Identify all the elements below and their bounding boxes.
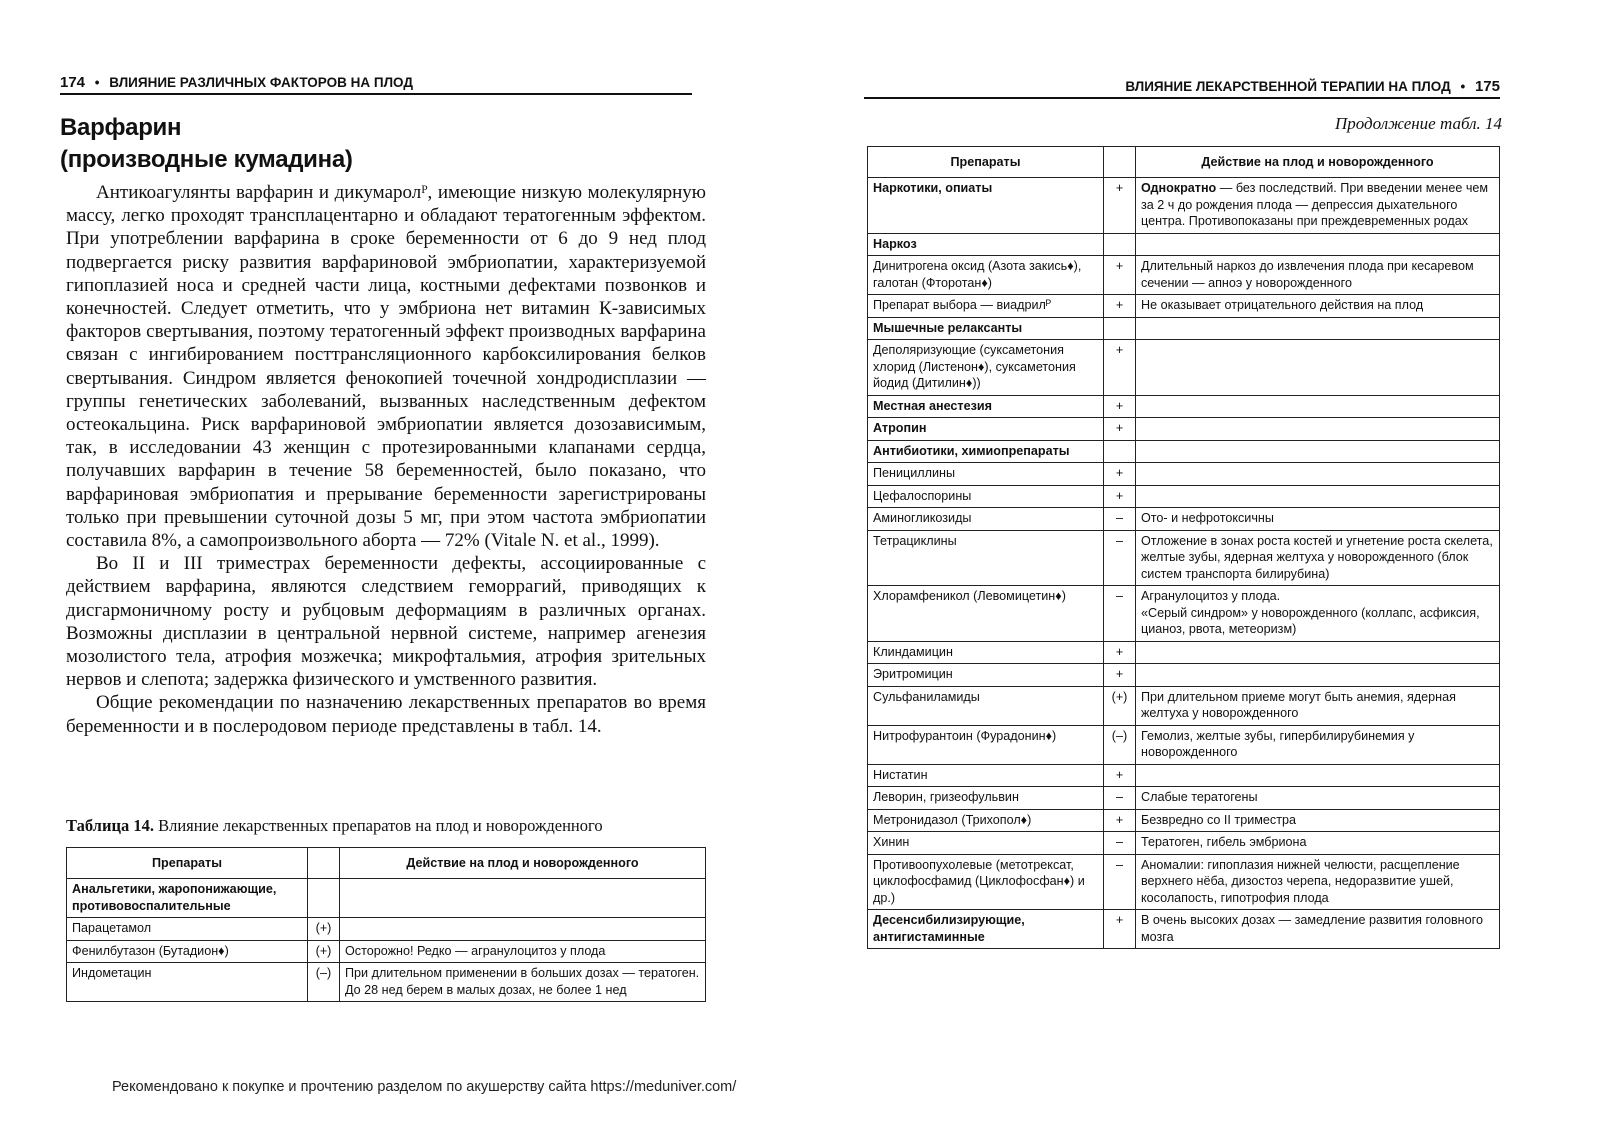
table-row: [868, 910, 1500, 949]
drug-cell: Анальгетики, жаропонижающие, противовоспалительные: [67, 879, 308, 918]
drug-cell: Наркоз: [868, 233, 1104, 256]
drug-cell: Индометацин: [67, 963, 308, 1002]
table-row: [868, 463, 1500, 486]
table-row: [868, 256, 1500, 295]
table-row: [868, 317, 1500, 340]
drug-cell: Сульфаниламиды: [868, 686, 1104, 725]
table-row: [868, 641, 1500, 664]
sign-cell: –: [1104, 787, 1136, 810]
table-row: [868, 809, 1500, 832]
table-caption-text: Влияние лекарственных препаратов на плод и новорожденного: [153, 816, 603, 835]
table-row: [868, 233, 1500, 256]
sign-cell: +: [1104, 178, 1136, 234]
running-head-right: [1125, 78, 1500, 95]
sign-cell: +: [1104, 340, 1136, 396]
sign-cell: (+): [308, 918, 340, 941]
effect-cell: [340, 918, 706, 941]
header-drugs: Препараты: [868, 147, 1104, 178]
header-drugs: Препараты: [67, 848, 308, 879]
body-text: [66, 181, 706, 738]
header-rule-left: [60, 93, 692, 95]
table-row: [67, 918, 706, 941]
effect-cell: [1136, 395, 1500, 418]
drug-cell: Пенициллины: [868, 463, 1104, 486]
table-body-right: [868, 178, 1500, 949]
effect-cell: Тератоген, гибель эмбриона: [1136, 832, 1500, 855]
drug-cell: Атропин: [868, 418, 1104, 441]
continuation-label: Продолжение табл. 14: [1334, 114, 1502, 133]
effect-cell: [1136, 664, 1500, 687]
sign-cell: +: [1104, 641, 1136, 664]
sign-cell: –: [1104, 854, 1136, 910]
table-row: [868, 485, 1500, 508]
sign-cell: +: [1104, 395, 1136, 418]
sign-cell: [308, 879, 340, 918]
header-sign: [308, 848, 340, 879]
bullet-right: •: [1460, 79, 1466, 94]
drug-cell: Цефалоспорины: [868, 485, 1104, 508]
drug-cell: Эритромицин: [868, 664, 1104, 687]
drug-cell: Противоопухолевые (метотрексат, циклофосфамид (Циклофосфан♦) и др.): [868, 854, 1104, 910]
paragraph: Во II и III триместрах беременности дефекты, ассоциированные с действием варфарина, являются следствием геморрагий, приводящих к дисгармоничному росту и рубцовым деформациям в различных органах. Возможны дисплазии в центральной нервной системе, например агенезия мозолистого тела, атрофия мозжечка; микрофтальмия, атрофия зрительных нервов и слепота; задержка физического и умственного развития.: [66, 553, 706, 691]
page-number-left: 174: [60, 74, 86, 91]
running-head-right-text: ВЛИЯНИЕ ЛЕКАРСТВЕННОЙ ТЕРАПИИ НА ПЛОД: [1125, 79, 1451, 94]
table-row: [868, 295, 1500, 318]
table-row: [868, 178, 1500, 234]
running-head-left: [60, 74, 413, 91]
drug-cell: Наркотики, опиаты: [868, 178, 1104, 234]
drug-cell: Хлорамфеникол (Левомицетин♦): [868, 586, 1104, 642]
effect-cell: При длительном приеме могут быть анемия, ядерная желтуха у новорожденного: [1136, 686, 1500, 725]
drug-cell: Динитрогена оксид (Азота закись♦), галотан (Фторотан♦): [868, 256, 1104, 295]
drug-cell: Тетрациклины: [868, 530, 1104, 586]
header-effect: Действие на плод и новорожденного: [1136, 147, 1500, 178]
effect-cell: Отложение в зонах роста костей и угнетение роста скелета, желтые зубы, ядерная желтуха у новорожденного (блок систем транспорта билирубина): [1136, 530, 1500, 586]
drug-cell: Аминогликозиды: [868, 508, 1104, 531]
sign-cell: –: [1104, 508, 1136, 531]
drug-cell: Препарат выбора — виадрилᴾ: [868, 295, 1104, 318]
drug-cell: Метронидазол (Трихопол♦): [868, 809, 1104, 832]
sign-cell: +: [1104, 485, 1136, 508]
sign-cell: +: [1104, 295, 1136, 318]
sign-cell: +: [1104, 809, 1136, 832]
effect-cell: Ото- и нефротоксичны: [1136, 508, 1500, 531]
table-row: [868, 530, 1500, 586]
effect-cell: Не оказывает отрицательного действия на плод: [1136, 295, 1500, 318]
table-row: [868, 787, 1500, 810]
table-row: [868, 508, 1500, 531]
table-body-left: [67, 879, 706, 1002]
page-number-right: 175: [1474, 78, 1500, 95]
table-row: [868, 764, 1500, 787]
table-row: [67, 940, 706, 963]
header-effect: Действие на плод и новорожденного: [340, 848, 706, 879]
effect-cell: [1136, 178, 1500, 234]
effect-cell: [1136, 764, 1500, 787]
table-row: [868, 832, 1500, 855]
effect-cell: [340, 879, 706, 918]
effect-cell: Аномалии: гипоплазия нижней челюсти, расщепление верхнего нёба, дизостоз черепа, недоразвитие ушей, косолапость, гипотрофия плода: [1136, 854, 1500, 910]
sign-cell: (–): [308, 963, 340, 1002]
effect-cell: [1136, 463, 1500, 486]
sign-cell: +: [1104, 463, 1136, 486]
sign-cell: +: [1104, 910, 1136, 949]
table-row: [868, 586, 1500, 642]
table-caption-label: Таблица 14.: [66, 816, 154, 835]
paragraph: Общие рекомендации по назначению лекарственных препаратов во время беременности и в послеродовом периоде представлены в табл. 14.: [66, 692, 706, 737]
effect-cell: При длительном применении в больших дозах — тератоген. До 28 нед берем в малых дозах, не более 1 нед: [340, 963, 706, 1002]
drug-cell: Фенилбутазон (Бутадион♦): [67, 940, 308, 963]
table-header-row: [67, 848, 706, 879]
effect-cell: [1136, 340, 1500, 396]
effect-cell: Агранулоцитоз у плода. «Серый синдром» у новорожденного (коллапс, асфиксия, цианоз, рвота, метеоризм): [1136, 586, 1500, 642]
drug-cell: Клиндамицин: [868, 641, 1104, 664]
running-head-left-text: ВЛИЯНИЕ РАЗЛИЧНЫХ ФАКТОРОВ НА ПЛОД: [109, 75, 413, 90]
header-rule-right: [864, 97, 1500, 99]
sign-cell: +: [1104, 664, 1136, 687]
sign-cell: (+): [308, 940, 340, 963]
paragraph: Антикоагулянты варфарин и дикумаролᴾ, имеющие низкую молекулярную массу, легко проходят трансплацентарно и обладают тератогенным эффектом. При употреблении варфарина в сроке беременности от 6 до 9 нед плод подвергается риску развития варфариновой эмбриопатии, характеризуемой гипоплазией носа и средней части лица, костными дефектами позвонков и конечностей. Следует отметить, что у эмбриона нет витамин К-зависимых факторов свертывания, поэтому тератогенный эффект производных варфарина связан с ингибированием посттрансляционного карбоксилирования белков свертывания. Синдром является фенокопией точечной хондродисплазии — группы генетических заболеваний, вызванных наследственным дефектом остеокальцина. Риск варфариновой эмбриопатии является дозозависимым, так, в исследовании 43 женщин с протезированными клапанами сердца, получавших варфарин в течение 58 беременностей, было показано, что варфариновая эмбриопатия и прерывание беременности зарегистрированы только при превышении суточной дозы 5 мг, при этом частота эмбриопатии составила 8%, а самопроизвольного аборта — 72% (Vitale N. et al., 1999).: [66, 182, 706, 552]
table-row: [67, 879, 706, 918]
drug-cell: Леворин, гризеофульвин: [868, 787, 1104, 810]
effect-cell: Длительный наркоз до извлечения плода при кесаревом сечении — апноэ у новорожденного: [1136, 256, 1500, 295]
effect-cell: Безвредно со II триместра: [1136, 809, 1500, 832]
table-row: [868, 418, 1500, 441]
effect-emphasis: Однократно: [1141, 181, 1217, 195]
table-row: [868, 340, 1500, 396]
footer-note: Рекомендовано к покупке и прочтению разделом по акушерству сайта https://meduniver.com/: [112, 1079, 737, 1095]
drug-cell: Парацетамол: [67, 918, 308, 941]
section-title-line1: Варфарин: [60, 114, 182, 141]
sign-cell: [1104, 233, 1136, 256]
table-row: [868, 440, 1500, 463]
drug-table-right: [867, 146, 1500, 949]
effect-cell: [1136, 641, 1500, 664]
table-row: [868, 664, 1500, 687]
sign-cell: +: [1104, 418, 1136, 441]
effect-cell: [1136, 233, 1500, 256]
table-row: [868, 854, 1500, 910]
effect-cell: Осторожно! Редко — агранулоцитоз у плода: [340, 940, 706, 963]
sign-cell: (–): [1104, 725, 1136, 764]
section-title: [60, 112, 353, 176]
effect-cell: Слабые тератогены: [1136, 787, 1500, 810]
sign-cell: –: [1104, 586, 1136, 642]
section-title-line2: (производные кумадина): [60, 146, 353, 173]
sign-cell: [1104, 317, 1136, 340]
drug-cell: Деполяризующие (суксаметония хлорид (Листенон♦), суксаметония йодид (Дитилин♦)): [868, 340, 1104, 396]
drug-table-left: [66, 847, 706, 1002]
table-row: [868, 725, 1500, 764]
sign-cell: –: [1104, 832, 1136, 855]
table-row: [868, 686, 1500, 725]
sign-cell: –: [1104, 530, 1136, 586]
effect-cell: [1136, 418, 1500, 441]
bullet-left: •: [94, 75, 100, 90]
effect-text: — без последствий. При введении менее чем за 2 ч до рождения плода — депрессия дыхательного центра. Противопоказаны при преждевременных родах: [1141, 181, 1489, 228]
drug-cell: Мышечные релаксанты: [868, 317, 1104, 340]
effect-cell: [1136, 440, 1500, 463]
drug-cell: Местная анестезия: [868, 395, 1104, 418]
sign-cell: +: [1104, 764, 1136, 787]
drug-cell: Антибиотики, химиопрепараты: [868, 440, 1104, 463]
sign-cell: (+): [1104, 686, 1136, 725]
table-caption: [66, 816, 603, 836]
effect-cell: Гемолиз, желтые зубы, гипербилирубинемия у новорожденного: [1136, 725, 1500, 764]
table-header-row: [868, 147, 1500, 178]
sign-cell: [1104, 440, 1136, 463]
effect-cell: В очень высоких дозах — замедление развития головного мозга: [1136, 910, 1500, 949]
drug-cell: Десенсибилизирующие, антигистаминные: [868, 910, 1104, 949]
effect-cell: [1136, 485, 1500, 508]
sign-cell: +: [1104, 256, 1136, 295]
effect-cell: [1136, 317, 1500, 340]
drug-cell: Нистатин: [868, 764, 1104, 787]
table-row: [67, 963, 706, 1002]
table-row: [868, 395, 1500, 418]
header-sign: [1104, 147, 1136, 178]
drug-cell: Нитрофурантоин (Фурадонин♦): [868, 725, 1104, 764]
drug-cell: Хинин: [868, 832, 1104, 855]
